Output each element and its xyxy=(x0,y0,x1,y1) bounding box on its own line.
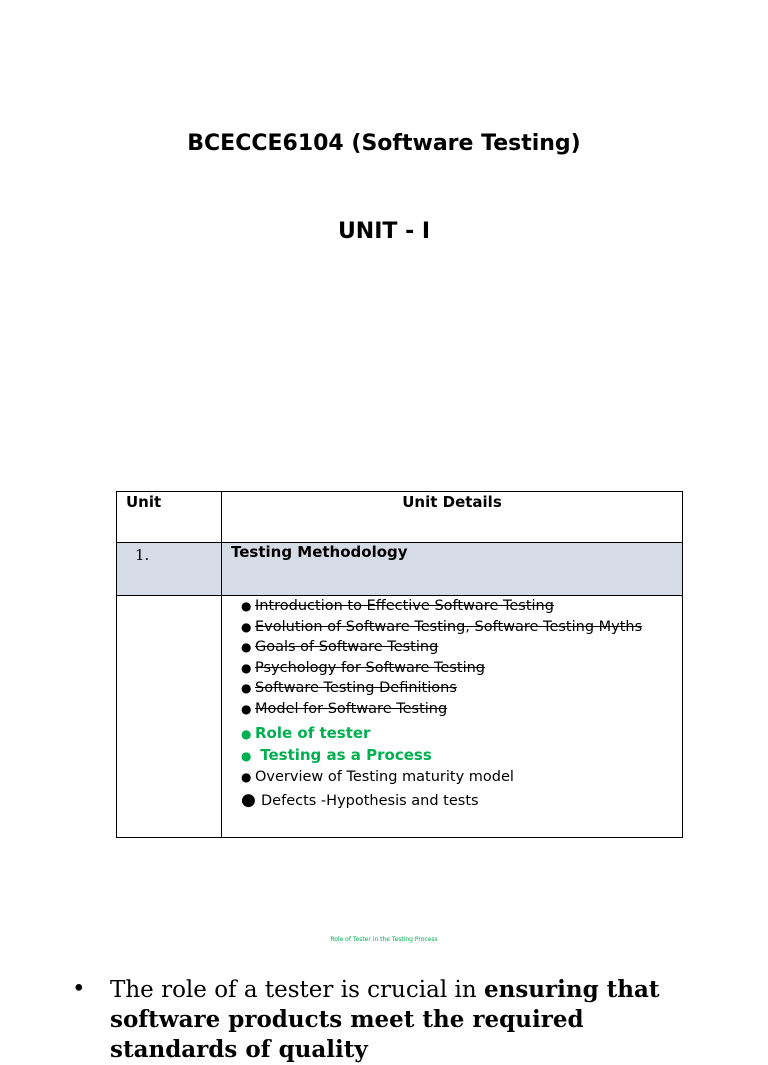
topic-text: Psychology for Software Testing xyxy=(255,659,486,676)
list-item xyxy=(241,723,682,745)
topic-text: Overview of Testing maturity model xyxy=(255,769,514,785)
paragraph-bold: ensuring that software products meet the required standards of quality xyxy=(110,976,660,1063)
header-unit-details: Unit Details xyxy=(222,492,683,543)
topics-cell xyxy=(222,596,683,838)
unit-topic: Testing Methodology xyxy=(222,543,683,596)
topic-text: Evolution of Software Testing, Software Testing Myths xyxy=(255,618,643,635)
unit-table xyxy=(116,491,683,838)
bullet-icon: ● xyxy=(241,749,252,763)
list-item xyxy=(241,596,682,617)
bullet-icon: ● xyxy=(241,660,252,675)
bullet-icon: ● xyxy=(241,770,252,784)
paragraph-text xyxy=(110,975,712,1065)
figure-caption: Role of Tester in the Testing Process xyxy=(330,936,438,943)
list-item xyxy=(241,617,682,638)
topic-text: Goals of Software Testing xyxy=(255,639,439,655)
document-title: BCECCE6104 (Software Testing) xyxy=(187,131,581,156)
header-unit: Unit xyxy=(117,492,222,543)
list-item xyxy=(241,658,682,679)
topic-text: Introduction to Effective Software Testing xyxy=(255,598,554,614)
unit-heading: UNIT - I xyxy=(337,219,431,244)
bullet-icon: • xyxy=(72,976,86,1002)
empty-cell xyxy=(117,596,222,838)
bullet-icon: ● xyxy=(241,599,252,613)
list-item xyxy=(241,745,682,767)
intro-paragraph xyxy=(72,975,712,1065)
topic-list xyxy=(241,596,682,813)
list-item xyxy=(241,699,682,720)
bullet-icon: ● xyxy=(241,640,252,654)
table-header-row xyxy=(117,492,683,543)
topic-text: Software Testing Definitions xyxy=(255,680,457,696)
topic-text: Model for Software Testing xyxy=(255,700,448,717)
topic-text: Testing as a Process xyxy=(255,746,432,764)
list-item xyxy=(241,767,682,788)
topic-text: Role of tester xyxy=(255,724,371,742)
bullet-icon: ● xyxy=(241,727,252,741)
paragraph-plain: The role of a tester is crucial in xyxy=(110,977,484,1003)
bullet-icon: ● xyxy=(241,789,256,810)
bullet-icon: ● xyxy=(241,681,252,695)
table-row xyxy=(117,596,683,838)
list-item xyxy=(241,637,682,658)
list-item xyxy=(241,788,682,813)
table-row xyxy=(117,543,683,596)
bullet-icon: ● xyxy=(241,619,252,634)
unit-number: 1. xyxy=(117,543,222,596)
bullet-icon: ● xyxy=(241,701,252,716)
topic-text: Defects -Hypothesis and tests xyxy=(261,792,479,809)
list-item xyxy=(241,678,682,699)
